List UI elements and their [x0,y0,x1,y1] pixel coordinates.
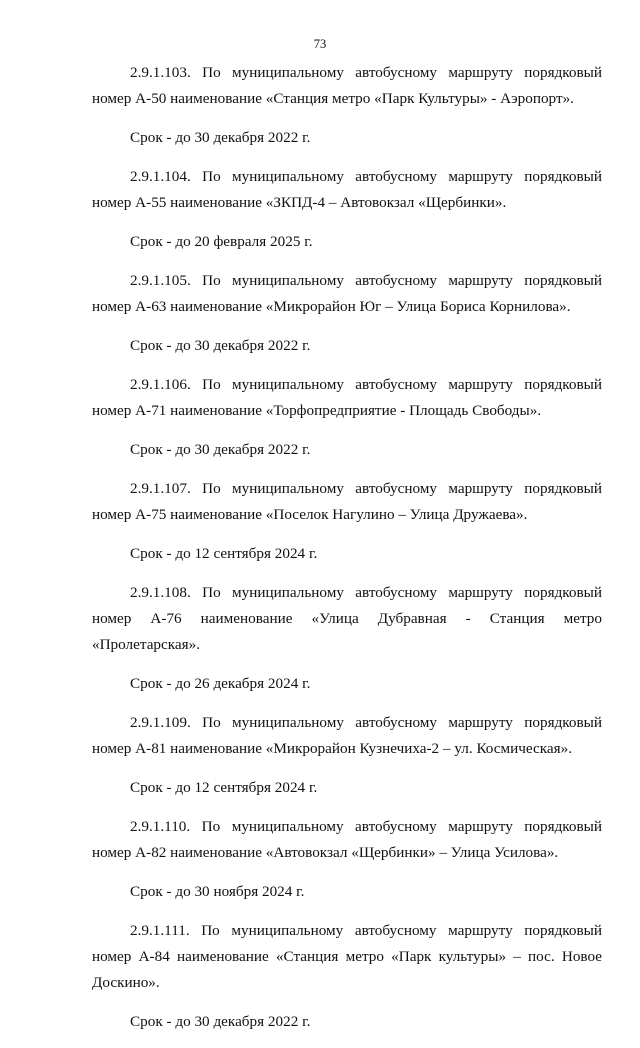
route-paragraph: 2.9.1.108. По муниципальному автобусному маршруту порядковый номер А-76 наименование «Улица Дубравная - Станция метро «Пролетарская». [92,584,602,653]
route-paragraph: 2.9.1.106. По муниципальному автобусному маршруту порядковый номер А-71 наименование «Торфопредприятие - Площадь Свободы». [92,376,602,419]
deadline-text: Срок - до 30 ноября 2024 г. [130,883,305,900]
list-item [92,710,602,801]
deadline-text: Срок - до 26 декабря 2024 г. [130,675,311,692]
list-item [92,60,602,151]
route-paragraph: 2.9.1.109. По муниципальному автобусному маршруту порядковый номер А-81 наименование «Микрорайон Кузнечиха-2 – ул. Космическая». [92,714,602,757]
list-item [92,918,602,1035]
route-paragraph: 2.9.1.105. По муниципальному автобусному маршруту порядковый номер А-63 наименование «Микрорайон Юг – Улица Бориса Корнилова». [92,272,602,315]
deadline-text: Срок - до 30 декабря 2022 г. [130,129,311,146]
deadline-text: Срок - до 12 сентября 2024 г. [130,545,318,562]
list-item [92,268,602,359]
route-paragraph: 2.9.1.111. По муниципальному автобусному маршруту порядковый номер А-84 наименование «Станция метро «Парк культуры» – пос. Новое Доскино». [92,922,602,991]
route-paragraph: 2.9.1.104. По муниципальному автобусному маршруту порядковый номер А-55 наименование «ЗКПД-4 – Автовокзал «Щербинки». [92,168,602,211]
page-number: 73 [313,37,327,51]
deadline-text: Срок - до 12 сентября 2024 г. [130,779,318,796]
route-paragraph: 2.9.1.107. По муниципальному автобусному маршруту порядковый номер А-75 наименование «Поселок Нагулино – Улица Дружаева». [92,480,602,523]
deadline-text: Срок - до 30 декабря 2022 г. [130,1013,311,1030]
list-item [92,164,602,255]
route-paragraph: 2.9.1.103. По муниципальному автобусному маршруту порядковый номер А-50 наименование «Станция метро «Парк Культуры» - Аэропорт». [92,64,602,107]
deadline-text: Срок - до 20 февраля 2025 г. [130,233,313,250]
list-item [92,814,602,905]
document-body [92,60,602,1048]
list-item [92,580,602,697]
list-item [92,476,602,567]
list-item [92,372,602,463]
route-paragraph: 2.9.1.110. По муниципальному автобусному маршруту порядковый номер А-82 наименование «Автовокзал «Щербинки» – Улица Усилова». [92,818,602,861]
deadline-text: Срок - до 30 декабря 2022 г. [130,441,311,458]
deadline-text: Срок - до 30 декабря 2022 г. [130,337,311,354]
